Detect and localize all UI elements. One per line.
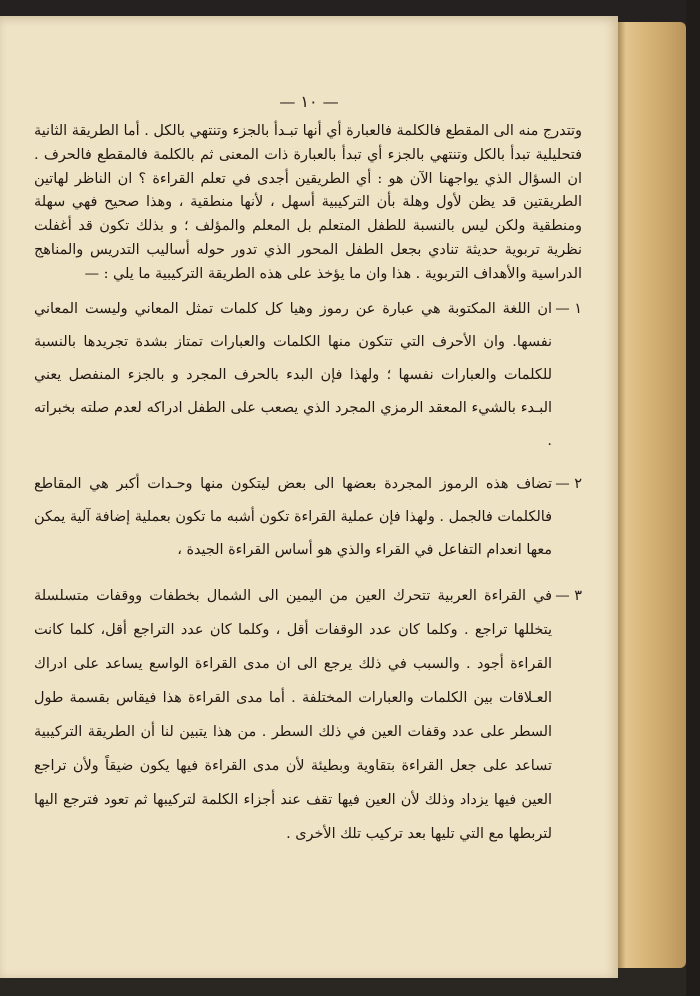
page-number: — ١٠ — bbox=[279, 92, 339, 111]
list-item-text: ان اللغة المكتوبة هي عبارة عن رموز وهيا كل كلمات تمثل المعاني وليست المعاني نفسها. وان الأحرف التي تتكون منها الكلمات والعبارات تمتاز بشدة تجريدها بالنسبة للكلمات والعبارات نفسها ؛ ولهذا فإن البدء بالحرف المجرد و بالجزء المنفصل يعني البـدء بالشيء المعقد الرمزي المجرد الذي يصعب على الطفل ادراكه لعدم صلته بخبراته . bbox=[34, 300, 552, 449]
list-item bbox=[34, 468, 582, 567]
list-item-number: ٢ — bbox=[555, 475, 582, 492]
list-item bbox=[34, 293, 582, 458]
list-item-number: ٣ — bbox=[555, 587, 582, 604]
list-item-number: ١ — bbox=[555, 300, 582, 317]
list-item bbox=[34, 579, 582, 851]
page-edge-shadow bbox=[618, 22, 626, 968]
intro-paragraph: وتتدرج منه الى المقطع فالكلمة فالعبارة أي أنها تبـدأ بالجزء وتنتهي بالكل . أما الطريقة الثانية فتحليلية تبدأ بالكل وتنتهي بالجزء أي تبدأ بالعبارة ذات المعنى ثم بالكلمة فالمقطع فالحرف . ان السؤال الذي يواجهنا الآن هو : أي الطريقين أجدى في تعلم القراءة ؟ ان الناظر لهاتين الطريقتين قد يظن لأول وهلة بأن التركيبية أسهل ، لأنها منطقية ، وهذا صحيح فهي سهلة ومنطقية ولكن ليس بالنسبة للطفل المتعلم بل المعلم والمؤلف ؛ و بذلك تكون قد أغفلت نظرية تربوية حديثة تنادي بجعل الطفل المحور الذي تدور حوله أساليب التدريس والمناهج الدراسية والأهداف التربوية . هذا وان ما يؤخذ على هذه الطريقة التركيبية ما يلي : — bbox=[34, 123, 582, 282]
list-item-text: في القراءة العربية تتحرك العين من اليمين الى الشمال بخطفات ووقفات متسلسلة يتخللها تراجع . وكلما كان عدد الوقفات أقل ، وكلما كان عدد التراجع أقل، كلما كانت القراءة أجود . والسبب في ذلك يرجع الى ان مدى القراءة الواسع يساعد على ادراك العـلاقات بين الكلمات والعبارات المختلفة . أما مدى القراءة هذا فيقاس بقسمة طول السطر على عدد وقفات العين في ذلك السطر . من هذا يتبين لنا أن الطريقة التركيبية تساعد على جعل القراءة بتقاوية وبطيئة لأن مدى القراءة فيها يكون ضيقاً ولأن تراجع العين فيها يزداد وذلك لأن العين فيها تقف عند أجزاء الكلمة لتركيبها ثم تعود فترجع اليها لتربطها مع التي تليها بعد تركيب تلك الأخرى . bbox=[34, 587, 552, 842]
page-body bbox=[34, 120, 582, 851]
right-background bbox=[686, 0, 700, 996]
list-item-text: تضاف هذه الرموز المجردة بعضها الى بعض ليتكون منها وحـدات أكبر هي المقاطع فالكلمات فالجمل . ولهذا فإن عملية القراءة تكون أشبه ما تكون بعملية إضافة آلية يمكن معها انعدام التفاعل في القراء والذي هو أساس القراءة الجيدة ، bbox=[34, 475, 552, 558]
